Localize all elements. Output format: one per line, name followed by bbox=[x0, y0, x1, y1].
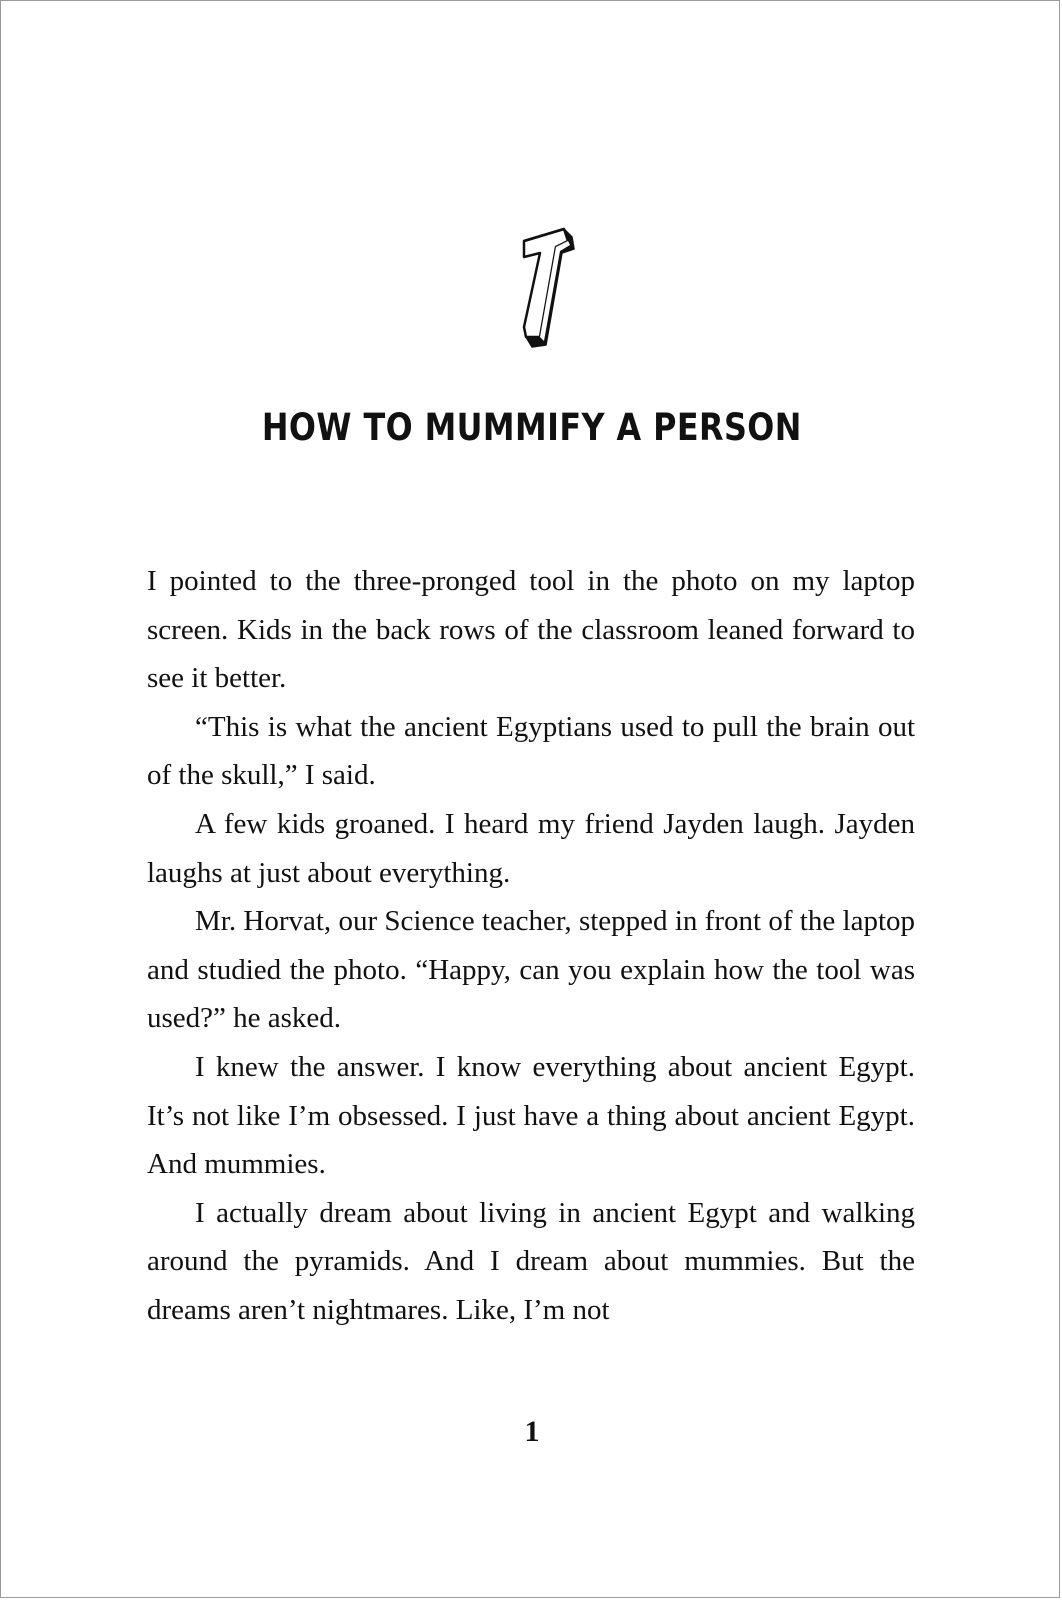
page-number: 1 bbox=[524, 1415, 540, 1448]
paragraph: A few kids groaned. I heard my friend Jayden laugh. Jayden laughs at just about everything. bbox=[147, 807, 915, 889]
paragraph: I knew the answer. I know everything about ancient Egypt. It’s not like I’m obsessed. I just have a thing about ancient Egypt. And mummies. bbox=[147, 1050, 915, 1181]
paragraph: Mr. Horvat, our Science teacher, stepped in front of the laptop and studied the photo. “Happy, can you explain how the tool was used?” he asked. bbox=[147, 905, 915, 1035]
paragraph: I pointed to the three-pronged tool in the photo on my laptop screen. Kids in the back rows of the classroom leaned forward to see it better. bbox=[147, 565, 915, 695]
chapter-number-graphic bbox=[506, 219, 586, 359]
chapter-number-one-icon bbox=[506, 219, 586, 359]
paragraph: “This is what the ancient Egyptians used to pull the brain out of the skull,” I said. bbox=[147, 710, 915, 792]
chapter-title: HOW TO MUMMIFY A PERSON bbox=[261, 406, 802, 449]
paragraph: I actually dream about living in ancient Egypt and walking around the pyramids. And I dream about mummies. But the dreams aren’t nightmares. Like, I’m not bbox=[147, 1196, 915, 1326]
body-text bbox=[147, 557, 915, 1335]
